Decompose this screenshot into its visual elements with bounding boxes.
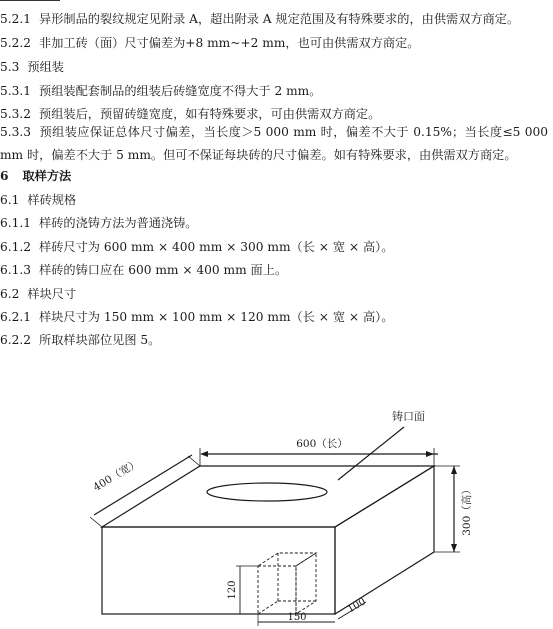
para-text: 样块尺寸 (27, 287, 77, 301)
section-title: 取样方法 (22, 169, 72, 183)
para-text: 样砖的浇铸方法为普通浇铸。 (39, 216, 198, 230)
para-number: 5.3.3 (0, 125, 32, 139)
para-number: 6.2.1 (0, 310, 32, 324)
para-text: 非加工砖（面）尺寸偏差为+8 mm~+2 mm，也可由供需双方商定。 (39, 36, 420, 50)
width-label: 400（宽） (91, 457, 142, 494)
height-label: 300（高） (461, 484, 473, 536)
length-label: 600（长） (296, 438, 348, 450)
length-arrow-right (426, 451, 434, 457)
para-number: 6.1.2 (0, 240, 32, 254)
para-text: 所取样块部位见图 5。 (39, 333, 161, 347)
para-text: 样块尺寸为 150 mm × 100 mm × 120 mm（长 × 宽 × 高）。 (39, 310, 394, 324)
para-number: 6.2.2 (0, 333, 32, 347)
para-text: 样砖规格 (27, 193, 77, 207)
sample-height-label: 120 (227, 580, 238, 600)
brick-side-face (335, 466, 434, 614)
section-number: 6 (0, 169, 9, 183)
para-number: 5.2.2 (0, 36, 32, 50)
para-number: 5.3.1 (0, 84, 32, 98)
casting-face-label: 铸口面 (392, 410, 425, 423)
para-number: 6.1.3 (0, 263, 32, 277)
width-dim-ext-back (188, 456, 200, 466)
width-dim-ext-front (90, 517, 102, 527)
para-text: 样砖的铸口应在 600 mm × 400 mm 面上。 (39, 263, 288, 277)
para-number: 5.3.2 (0, 107, 32, 121)
para-text: 样砖尺寸为 600 mm × 400 mm × 300 mm（长 × 宽 × 高）。 (39, 240, 394, 254)
para-text: 预组装应保证总体尺寸偏差，当长度＞5 000 mm 时，偏差不大于 0.15%；当长度≤5 000 mm 时，偏差不大于 5 mm。但可不保证每块砖的尺寸偏差。如有特殊要求，由供需双方商定。 (0, 125, 548, 162)
para-number: 5.2.1 (0, 12, 32, 26)
sample-width-label: 100 (345, 596, 368, 616)
length-arrow-left (200, 451, 208, 457)
height-arrow-top (451, 466, 457, 474)
sample-block (258, 553, 316, 614)
para-number: 6.2 (0, 287, 20, 301)
casting-opening (207, 483, 327, 501)
para-text: 预组装 (27, 60, 64, 74)
para-text: 异形制品的裂纹规定见附录 A，超出附录 A 规定范围及有特殊要求的，由供需双方商定。 (39, 12, 520, 26)
para-number: 6.1.1 (0, 216, 32, 230)
para-text: 预组装配套制品的组装后砖缝宽度不得大于 2 mm。 (39, 84, 322, 98)
height-arrow-bottom (451, 544, 457, 552)
para-number: 6.1 (0, 193, 20, 207)
para-number: 5.3 (0, 60, 20, 74)
para-text: 预组装后，预留砖缝宽度，如有特殊要求，可由供需双方商定。 (39, 107, 381, 121)
sample-length-label: 150 (287, 612, 307, 623)
